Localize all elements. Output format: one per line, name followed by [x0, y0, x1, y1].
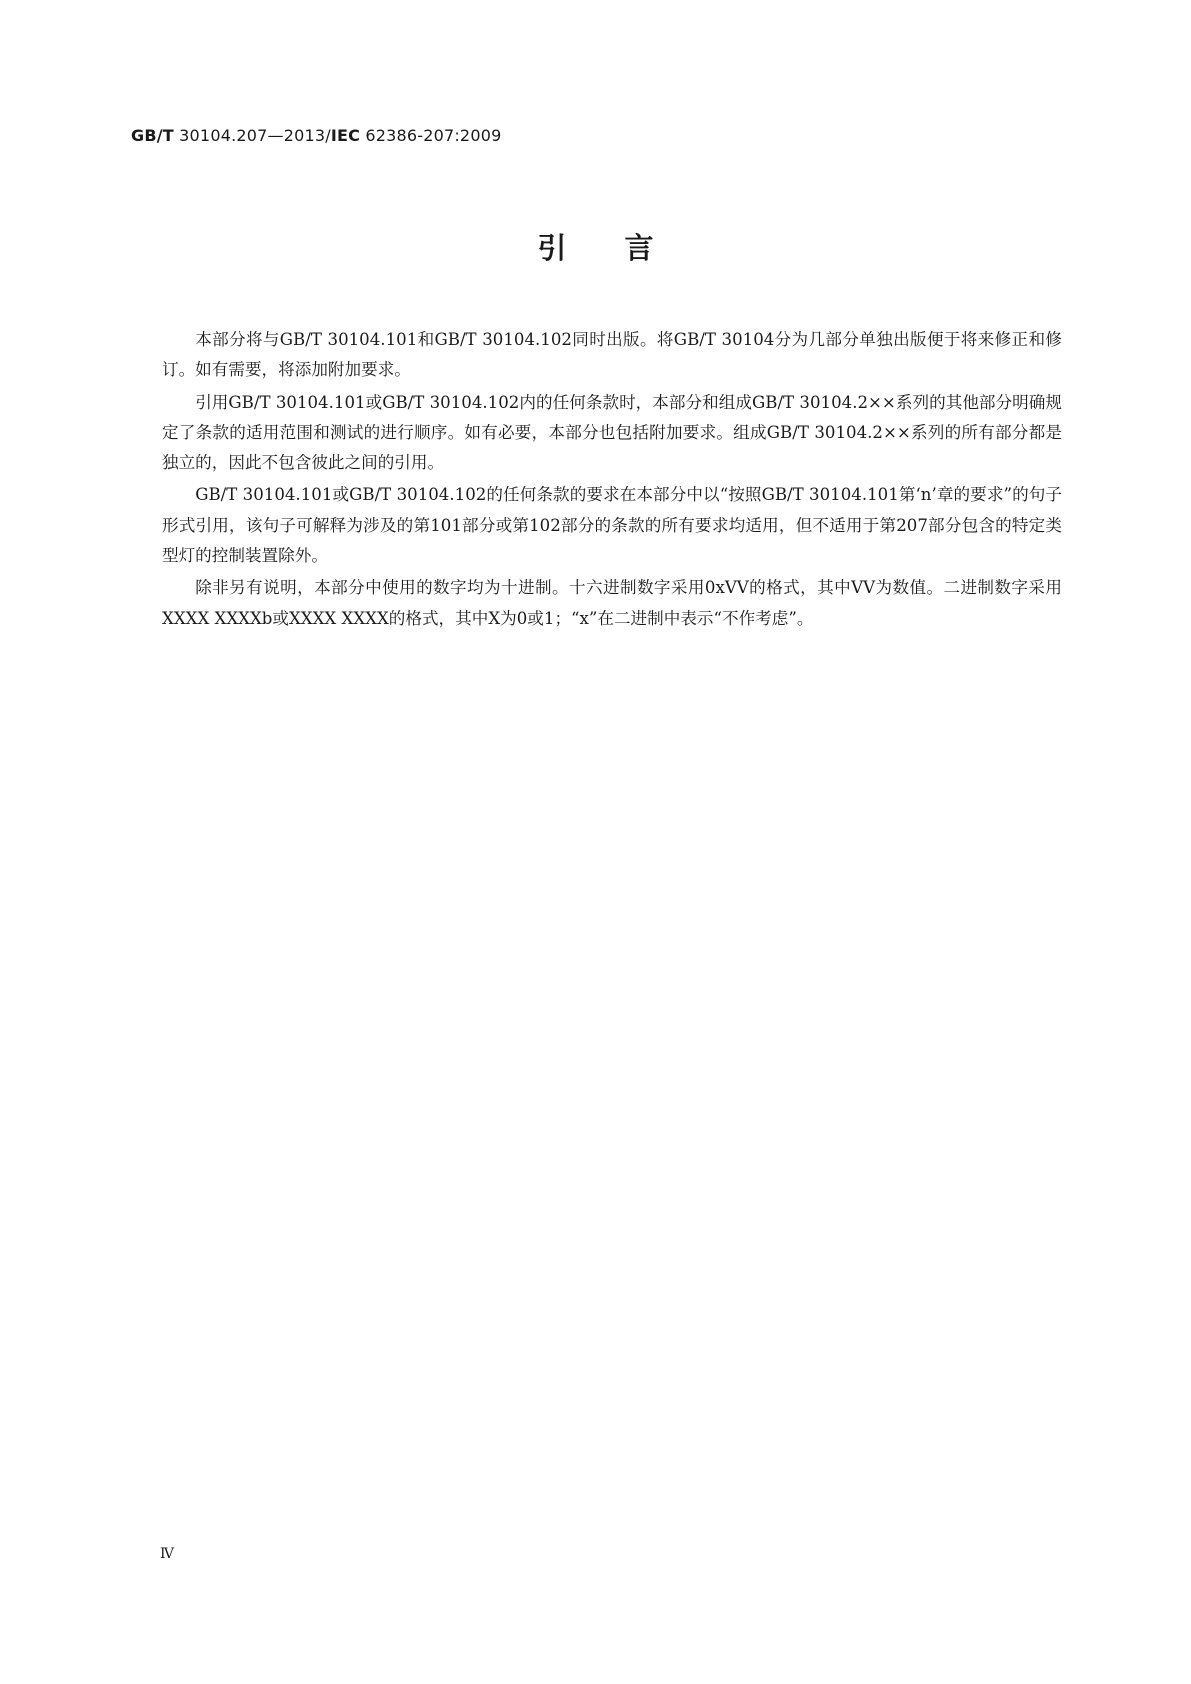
section-title: 引言: [537, 231, 712, 265]
paragraph-3: GB/T 30104.101或GB/T 30104.102的任何条款的要求在本部分中以“按照GB/T 30104.101第‘n’章的要求”的句子形式引用，该句子可解释为涉及的第101部分或第102部分的条款的所有要求均适用，但不适用于第207部分包含的特定类型灯的控制装置除外。: [162, 485, 1062, 566]
standard-code: 30104.207—2013/: [173, 126, 331, 145]
body-text: [162, 325, 1062, 636]
paragraph-4: 除非另有说明，本部分中使用的数字均为十进制。十六进制数字采用0xVV的格式，其中VV为数值。二进制数字采用XXXX XXXXb或XXXX XXXX的格式，其中X为0或1；“x”在二进制中表示“不作考虑”。: [162, 578, 1062, 628]
paragraph-2: 引用GB/T 30104.101或GB/T 30104.102内的任何条款时，本部分和组成GB/T 30104.2××系列的其他部分明确规定了条款的适用范围和测试的进行顺序。如有必要，本部分也包括附加要求。组成GB/T 30104.2××系列的所有部分都是独立的，因此不包含彼此之间的引用。: [162, 392, 1062, 473]
document-code: [131, 126, 501, 145]
standard-prefix: GB/T: [131, 126, 174, 145]
iec-prefix: IEC: [330, 126, 361, 145]
page-number: Ⅳ: [160, 1546, 174, 1562]
iec-code: 62386-207:2009: [360, 126, 502, 145]
paragraph-1: 本部分将与GB/T 30104.101和GB/T 30104.102同时出版。将GB/T 30104分为几部分单独出版便于将来修正和修订。如有需要，将添加附加要求。: [162, 330, 1062, 380]
